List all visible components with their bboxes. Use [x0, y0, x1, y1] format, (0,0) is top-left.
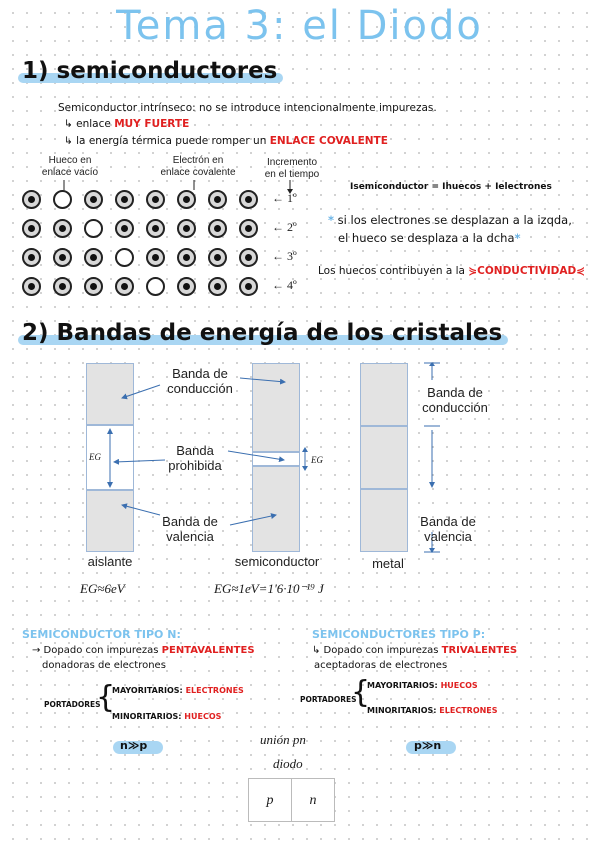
- time-step-label: ← 1º: [272, 191, 297, 205]
- tipo-p-relation: p≫n: [414, 739, 442, 752]
- material-aislante: aislante: [87, 554, 133, 569]
- current-formula: Isemiconductor = Ihuecos + Ielectrones: [350, 182, 552, 192]
- intrinsic-definition: Semiconductor intrínseco: no se introduce intencionalmente impurezas.: [58, 102, 437, 114]
- n-region-label: n: [309, 793, 317, 808]
- metal-conduction-label: Banda de conducción: [422, 385, 488, 415]
- hole-label: Hueco en enlace vacío: [41, 155, 99, 178]
- tipo-p-portadores: PORTADORES: [300, 695, 357, 704]
- section-heading-semiconductores: 1) semiconductores: [22, 60, 277, 83]
- material-semiconductor: semiconductor: [234, 554, 320, 569]
- label-valence-band: Banda de valencia: [162, 514, 218, 544]
- p-region: [248, 778, 292, 822]
- eg-label-aislante: EG: [89, 452, 101, 462]
- tipo-p-doping: ↳ Dopado con impurezas TRIVALENTES: [312, 645, 518, 656]
- conductivity-line: Los huecos contribuyen a la ⋟CONDUCTIVIDAD⋞: [318, 265, 585, 277]
- tipo-n-mayoritarios: MAYORITARIOS: ELECTRONES: [112, 686, 244, 695]
- time-step-label: ← 2º: [272, 220, 297, 234]
- bond-strength-line: ↳ enlace MUY FUERTE: [64, 118, 190, 130]
- note-electrons: * si los electrones se desplazan a la izqda,: [328, 213, 572, 227]
- tipo-p-acceptors: aceptadoras de electrones: [314, 660, 448, 671]
- tipo-p-heading: SEMICONDUCTORES TIPO P:: [312, 628, 486, 641]
- n-region: [291, 778, 335, 822]
- time-label: Incremento en el tiempo: [264, 157, 320, 180]
- tipo-n-minoritarios: MINORITARIOS: HUECOS: [112, 712, 222, 721]
- diodo-label: diodo: [273, 756, 303, 771]
- tipo-n-heading: SEMICONDUCTOR TIPO N:: [22, 628, 181, 641]
- metal-valence-label: Banda de valencia: [420, 514, 476, 544]
- thermal-energy-line: ↳ la energía térmica puede romper un ENLACE COVALENTE: [64, 135, 388, 147]
- tipo-n-portadores: PORTADORES: [44, 700, 101, 709]
- time-step-label: ← 3º: [272, 249, 297, 263]
- tipo-p-brace: {: [351, 675, 371, 710]
- p-region-label: p: [266, 793, 274, 808]
- time-step-label: ← 4º: [272, 278, 297, 292]
- electron-label: Electrón en enlace covalente: [160, 155, 236, 178]
- label-conduction-band: Banda de conducción: [167, 366, 233, 396]
- tipo-p-minoritarios: MINORITARIOS: ELECTRONES: [367, 706, 498, 715]
- tipo-n-donors: donadoras de electrones: [42, 660, 166, 671]
- tipo-p-mayoritarios: MAYORITARIOS: HUECOS: [367, 681, 478, 690]
- material-metal: metal: [372, 556, 404, 571]
- union-pn-label: unión pn: [260, 732, 306, 747]
- eg-value-semi: EG≈1eV=1'6·10⁻¹⁹ J: [214, 581, 324, 596]
- eg-value-aislante: EG≈6eV: [80, 581, 125, 596]
- tipo-n-doping: → Dopado con impurezas PENTAVALENTES: [32, 645, 255, 656]
- tipo-n-brace: {: [96, 680, 116, 715]
- page-title: Tema 3: el Diodo: [116, 3, 483, 49]
- label-forbidden-band: Banda prohibida: [168, 443, 222, 473]
- section-heading-bandas: 2) Bandas de energía de los cristales: [22, 322, 502, 345]
- note-hole: el hueco se desplaza a la dcha*: [338, 231, 521, 245]
- eg-label-semi: EG: [311, 455, 323, 465]
- tipo-n-relation: n≫p: [120, 739, 148, 752]
